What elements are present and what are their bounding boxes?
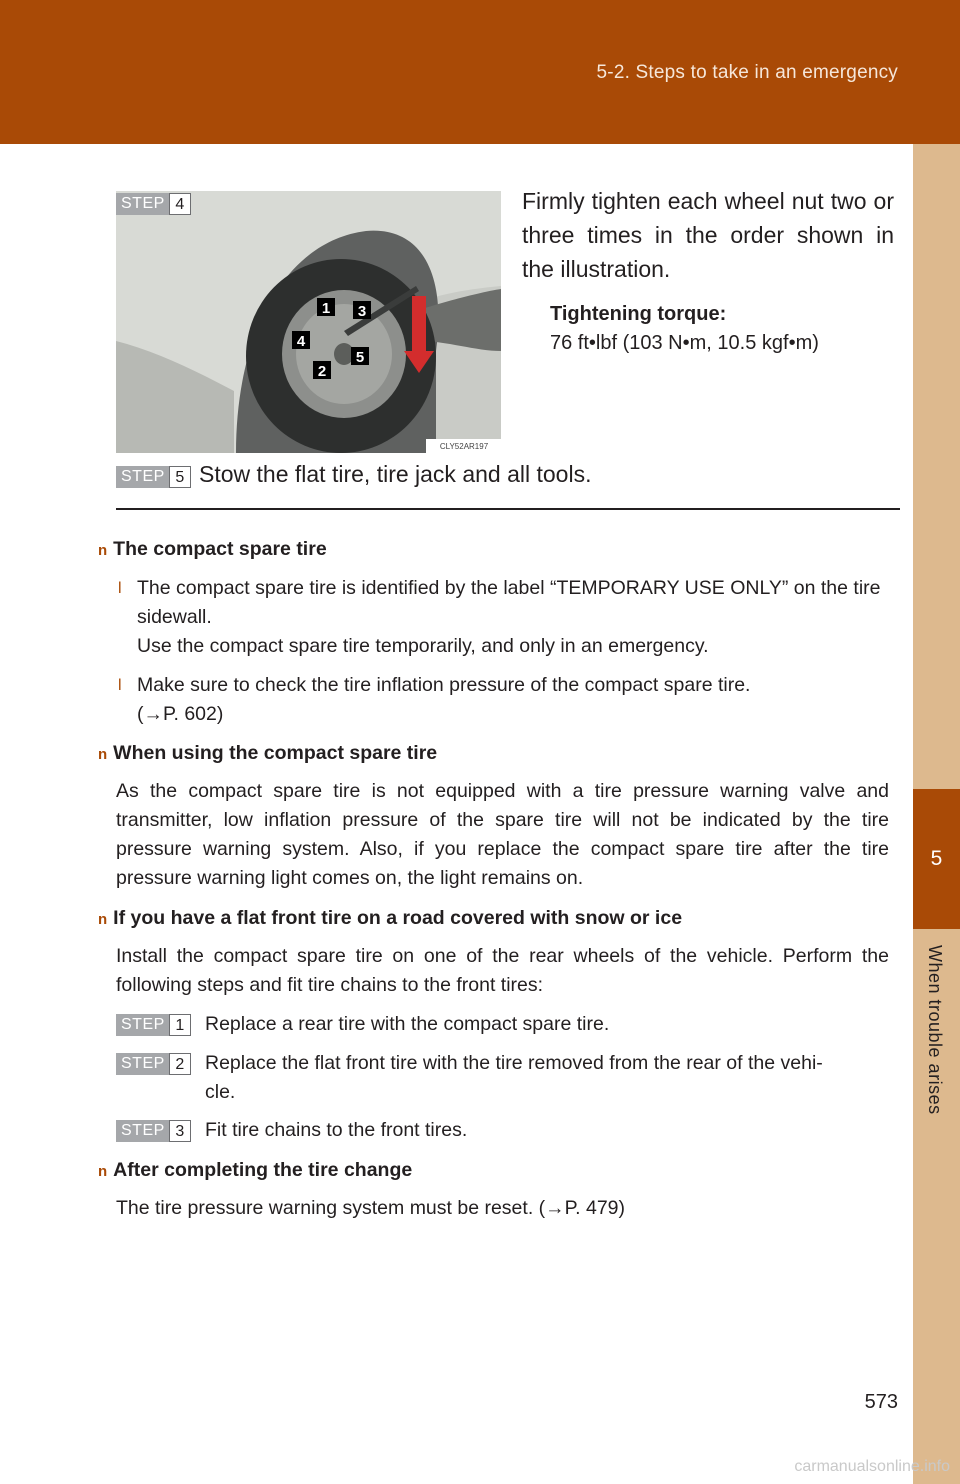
wheel-illustration-graphic (116, 191, 501, 453)
section-bullet-icon: n (98, 542, 108, 559)
list-bullet-icon: l (118, 677, 122, 694)
after-body: The tire pressure warning system must be reset. (→P. 479) (116, 1197, 626, 1219)
snow-step-3-badge: STEP 3 (116, 1120, 191, 1142)
compact-bullet-1b: Use the compact spare tire temporarily, and only in an emergency. (137, 635, 709, 657)
divider (116, 508, 900, 510)
nut-number-5: 5 (355, 349, 365, 366)
using-body: As the compact spare tire is not equipped with a tire pressure warning valve and transmitter, low inflation pressure of the spare tire will not be indicated by the tire pressure warning system. Also, if you replace the compact spare tire after the tire pressure warning light comes on, the light remains on. (116, 780, 889, 889)
list-bullet-icon: l (118, 580, 122, 597)
snow-step-2-badge: STEP 2 (116, 1053, 191, 1075)
snow-step-2-text-cont: cle. (205, 1081, 236, 1103)
snow-step-1-badge: STEP 1 (116, 1014, 191, 1036)
section-bullet-icon: n (98, 1163, 108, 1180)
torque-label: Tightening torque: (550, 303, 727, 325)
snow-step-1-text: Replace a rear tire with the compact spare tire. (205, 1013, 610, 1035)
heading-snow-ice: n If you have a flat front tire on a road covered with snow or ice (98, 907, 683, 929)
nut-number-1: 1 (321, 300, 331, 317)
compact-bullet-2: Make sure to check the tire inflation pressure of the compact spare tire. (137, 674, 751, 696)
compact-bullet-1: The compact spare tire is identified by the label “TEMPORARY USE ONLY” on the tire sidewall. (137, 577, 881, 628)
chapter-label: When trouble arises (925, 945, 945, 1115)
image-code: CLY52AR197 (439, 442, 489, 451)
step-4-badge: STEP 4 (116, 193, 191, 215)
step-5-badge: STEP 5 (116, 466, 191, 488)
step-4-text: Firmly tighten each wheel nut two or three times in the order shown in the illustration. (522, 188, 894, 282)
page-number: 573 (864, 1391, 898, 1413)
step-5-text: Stow the flat tire, tire jack and all tools. (199, 461, 592, 487)
section-bullet-icon: n (98, 746, 108, 763)
section-title: 5-2. Steps to take in an emergency (596, 62, 898, 83)
heading-using-compact-spare: n When using the compact spare tire (98, 742, 438, 764)
heading-after-tire-change: n After completing the tire change (98, 1159, 413, 1181)
page-reference-602[interactable]: (→P. 602) (137, 703, 224, 725)
watermark: carmanualsonline.info (794, 1458, 950, 1475)
section-bullet-icon: n (98, 911, 108, 928)
wheel-nut-illustration (116, 191, 501, 453)
torque-value: 76 ft•lbf (103 N•m, 10.5 kgf•m) (550, 332, 819, 354)
snow-step-3-text: Fit tire chains to the front tires. (205, 1119, 468, 1141)
nut-number-4: 4 (296, 333, 306, 350)
chapter-number: 5 (913, 789, 960, 929)
heading-compact-spare-tire: n The compact spare tire (98, 538, 327, 560)
snow-step-2-text: Replace the flat front tire with the tire removed from the rear of the vehi- (205, 1052, 823, 1074)
header-bar (0, 0, 960, 144)
nut-number-2: 2 (317, 363, 327, 380)
snow-body: Install the compact spare tire on one of the rear wheels of the vehicle. Perform the following steps and fit tire chains to the front tires: (116, 945, 889, 996)
nut-number-3: 3 (357, 303, 367, 320)
